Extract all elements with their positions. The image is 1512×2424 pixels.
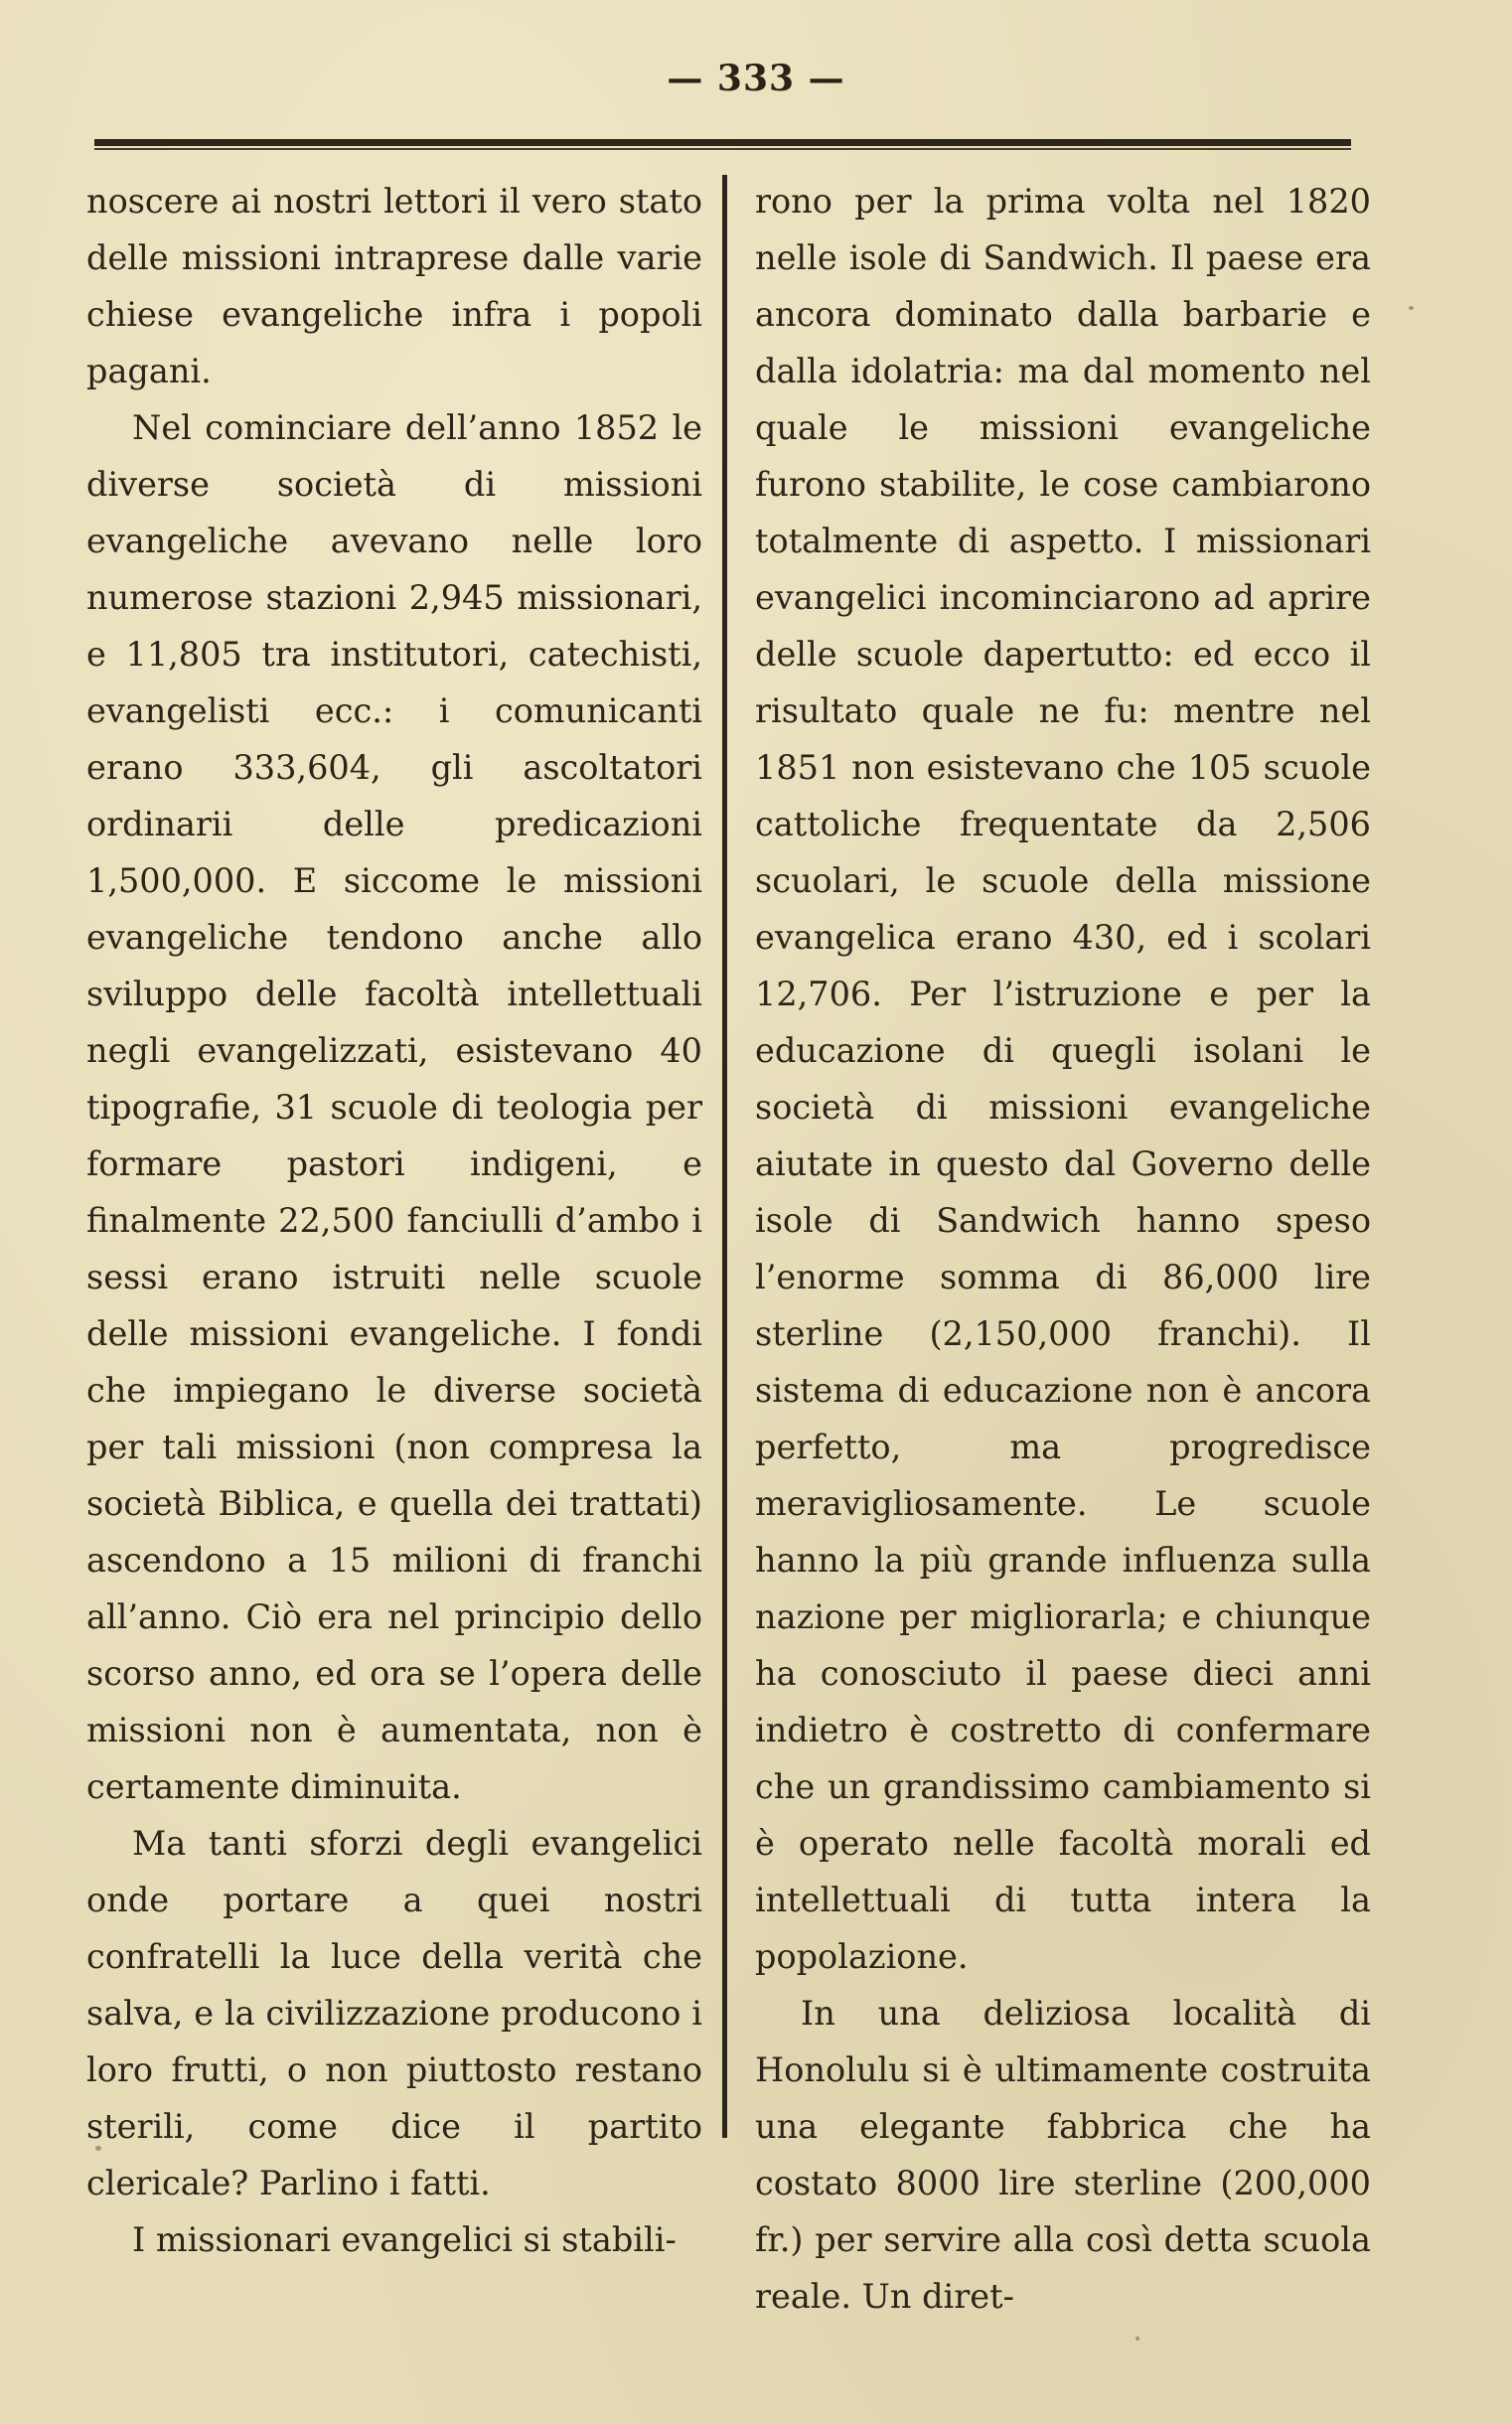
paper-speck [1135, 2337, 1139, 2341]
page-number: — 333 — [667, 58, 845, 99]
paper-speck [95, 2146, 101, 2151]
paragraph: Ma tanti sforzi degli evangelici onde portare a quei nostri confratelli la luce della verità che salva, e la civilizzazione producono i loro frutti, o non piuttosto restano sterili, come dice il partito clericale? Parlino i fatti. [86, 1824, 702, 2202]
paragraph: noscere ai nostri lettori il vero stato delle missioni intraprese dalle varie chiese evangeliche infra i popoli pagani. [86, 182, 702, 390]
column-divider [722, 175, 727, 2138]
paragraph: In una deliziosa località di Honolulu si è ultimamente costruita una elegante fabbrica che ha costato 8000 lire sterline (200,000 fr.) per servire alla così detta scuola reale. Un diret- [755, 1994, 1371, 2316]
paper-speck [1409, 306, 1414, 310]
left-column [86, 173, 702, 2268]
paragraph: Nel cominciare dell’anno 1852 le diverse società di missioni evangeliche avevano nelle loro numerose stazioni 2,945 missionari, e 11,805 tra institutori, catechisti, evangelisti ecc.: i comunicanti erano 333,604, gli ascoltatori ordinarii delle predicazioni 1,500,000. E siccome le missioni evangeliche tendono anche allo sviluppo delle facoltà intellettuali negli evangelizzati, esistevano 40 tipografie, 31 scuole di teologia per formare pastori indigeni, e finalmente 22,500 fanciulli d’ambo i sessi erano istruiti nelle scuole delle missioni evangeliche. I fondi che impiegano le diverse società per tali missioni (non compresa la società Biblica, e quella dei trattati) ascendono a 15 milioni di franchi all’anno. Ciò era nel principio dello scorso anno, ed ora se l’opera delle missioni non è aumentata, non è certamente diminuita. [86, 408, 702, 1806]
paragraph: I missionari evangelici si stabili- [132, 2220, 677, 2259]
paragraph: rono per la prima volta nel 1820 nelle isole di Sandwich. Il paese era ancora dominato dalla barbarie e dalla idolatria: ma dal momento nel quale le missioni evangeliche furono stabilite, le cose cambiarono totalmente di aspetto. I missionari evangelici incominciarono ad aprire delle scuole dapertutto: ed ecco il risultato quale ne fu: mentre nel 1851 non esistevano che 105 scuole cattoliche frequentate da 2,506 scuolari, le scuole della missione evangelica erano 430, ed i scolari 12,706. Per l’istruzione e per la educazione di quegli isolani le società di missioni evangeliche aiutate in questo dal Governo delle isole di Sandwich hanno speso l’enorme somma di 86,000 lire sterline (2,150,000 franchi). Il sistema di educazione non è ancora perfetto, ma progredisce meravigliosamente. Le scuole hanno la più grande influenza sulla nazione per migliorarla; e chiunque ha conosciuto il paese dieci anni indietro è costretto di confermare che un grandissimo cambiamento si è operato nelle facoltà morali ed intellettuali di tutta intera la popolazione. [755, 182, 1371, 1976]
right-column [755, 173, 1371, 2325]
header-rule [94, 139, 1351, 146]
